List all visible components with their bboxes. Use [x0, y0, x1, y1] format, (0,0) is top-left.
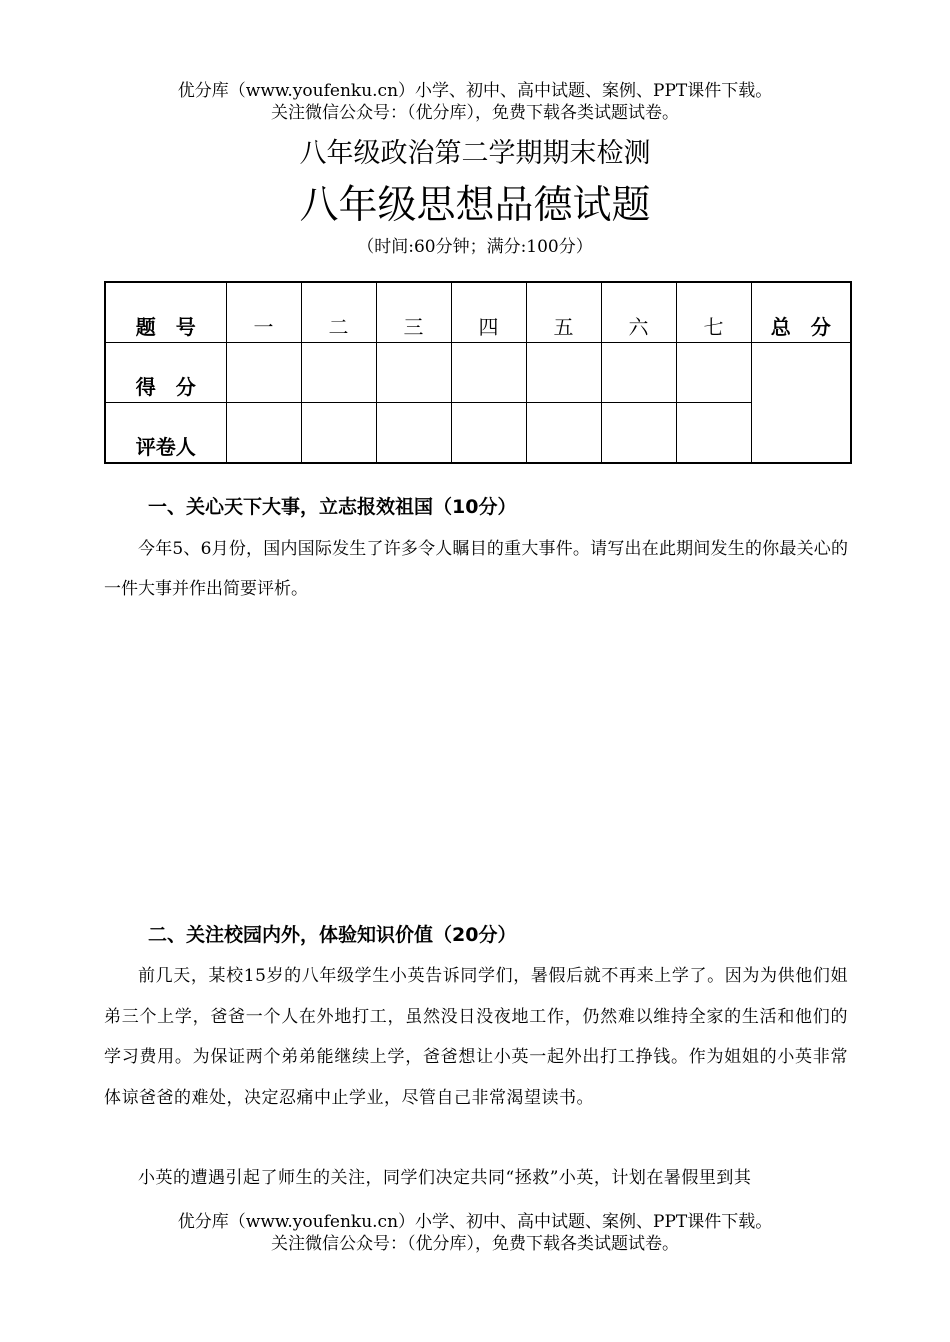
header-line-2: 关注微信公众号：（优分库），免费下载各类试题试卷。 [271, 103, 679, 123]
score-cell [526, 343, 601, 403]
grader-cell [226, 403, 301, 464]
column-label: 六 [601, 282, 676, 343]
row-label-grader: 评卷人 [105, 403, 226, 464]
grader-cell [376, 403, 451, 464]
footer-line-2: 关注微信公众号：（优分库），免费下载各类试题试卷。 [271, 1234, 679, 1254]
footer-line-1: 优分库（www.youfenku.cn）小学、初中、高中试题、案例、PPT课件下载。 [177, 1212, 773, 1232]
header-line-1: 优分库（www.youfenku.cn）小学、初中、高中试题、案例、PPT课件下载。 [177, 81, 773, 101]
row-label-question-number: 题 号 [105, 282, 226, 343]
row-label-score: 得 分 [105, 343, 226, 403]
grader-cell [301, 403, 376, 464]
total-score-cell [751, 343, 851, 464]
score-cell [301, 343, 376, 403]
grader-row [105, 403, 851, 464]
column-label: 二 [301, 282, 376, 343]
column-label: 一 [226, 282, 301, 343]
score-cell [451, 343, 526, 403]
exam-title: 八年级政治第二学期期末检测 [299, 138, 651, 169]
exam-info: （时间:60分钟；满分:100分） [357, 237, 593, 257]
score-cell [676, 343, 751, 403]
score-cell [376, 343, 451, 403]
column-label: 七 [676, 282, 751, 343]
total-score-label: 总 分 [751, 282, 851, 343]
column-label: 三 [376, 282, 451, 343]
section-2-paragraph-1: 前几天，某校15岁的八年级学生小英告诉同学们，暑假后就不再来上学了。因为为供他们姐弟三个上学，爸爸一个人在外地打工，虽然没日没夜地工作，仍然难以维持全家的生活和他们的学习费用。为保证两个弟弟能继续上学，爸爸想让小英一起外出打工挣钱。作为姐姐的小英非常体谅爸爸的难处，决定忍痛中止学业，尽管自己非常渴望读书。 [104, 966, 848, 1108]
subject-title: 八年级思想品德试题 [299, 183, 651, 228]
score-cell [601, 343, 676, 403]
grader-cell [451, 403, 526, 464]
score-cell [226, 343, 301, 403]
section-2-paragraph-2: 小英的遭遇引起了师生的关注，同学们决定共同“拯救”小英，计划在暑假里到其 [138, 1168, 752, 1188]
section-2-heading: 二、关注校园内外，体验知识价值（20分） [148, 924, 517, 946]
section-1-text: 今年5、6月份，国内国际发生了许多令人瞩目的重大事件。请写出在此期间发生的你最关心的一件大事并作出简要评析。 [104, 539, 848, 599]
grader-cell [676, 403, 751, 464]
score-row [105, 343, 851, 403]
column-label: 四 [451, 282, 526, 343]
score-table-header-row [105, 282, 851, 343]
section-1-heading: 一、关心天下大事，立志报效祖国（10分） [148, 496, 517, 518]
grader-cell [526, 403, 601, 464]
score-table [104, 281, 852, 464]
column-label: 五 [526, 282, 601, 343]
grader-cell [601, 403, 676, 464]
